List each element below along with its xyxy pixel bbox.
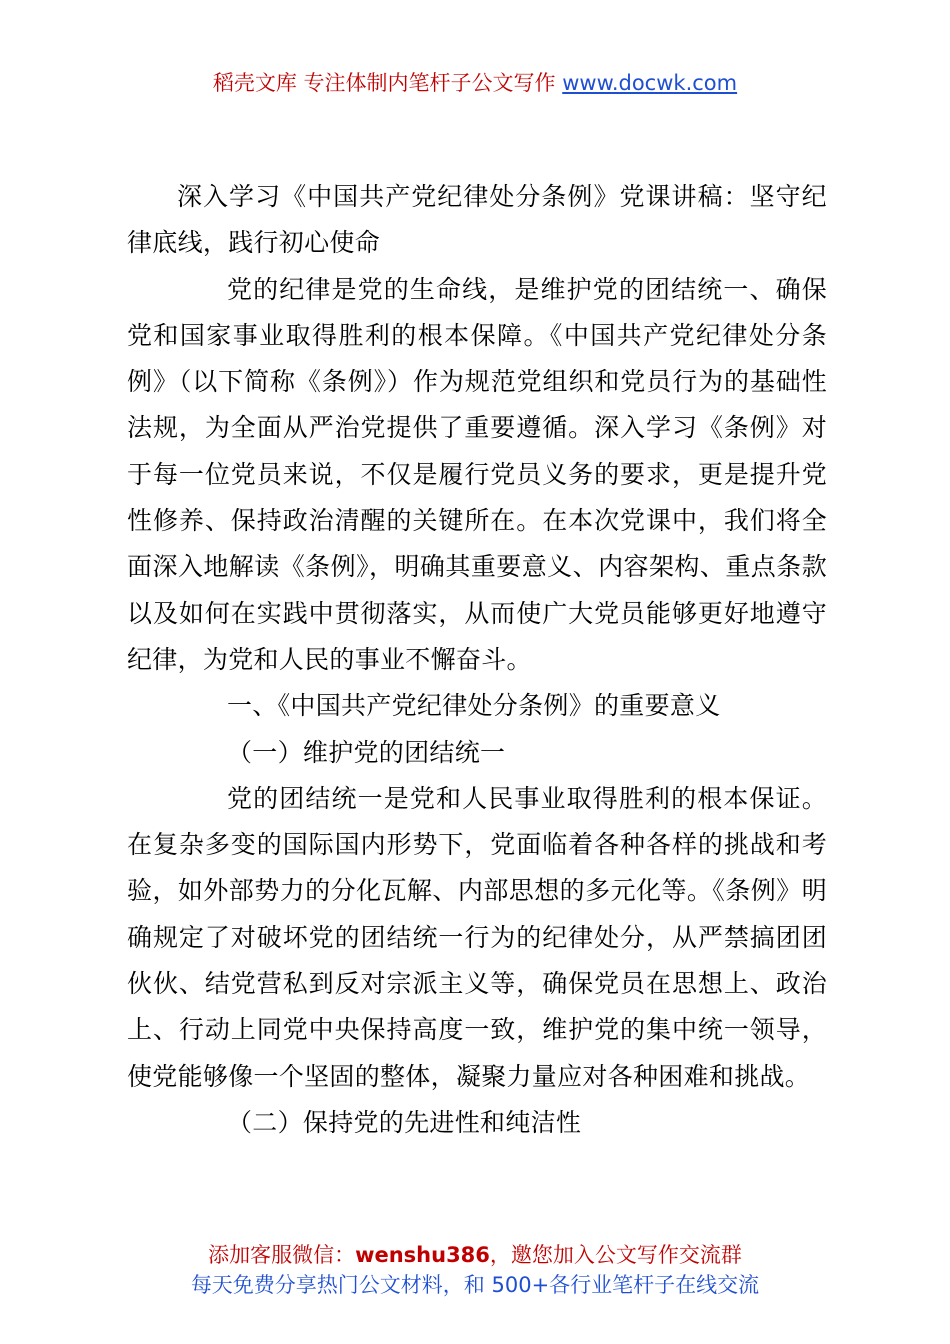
intro-paragraph: 党的纪律是党的生命线，是维护党的团结统一、确保党和国家事业取得胜利的根本保障。《中国共产党纪律处分条例》（以下简称《条例》）作为规范党组织和党员行为的基础性法规，为全面从严治党提供了重要遵循。深入学习《条例》对于每一位党员来说，不仅是履行党员义务的要求，更是提升党性修养、保持政治清醒的关键所在。在本次党课中，我们将全面深入地解读《条例》，明确其重要意义、内容架构、重点条款以及如何在实践中贯彻落实，从而使广大党员能够更好地遵守纪律，为党和人民的事业不懈奋斗。 (127, 274, 827, 674)
section1-heading: 一、《中国共产党纪律处分条例》的重要意义 (227, 691, 721, 721)
page-header (0, 68, 950, 98)
subsection2-heading: （二）保持党的先进性和纯洁性 (227, 1107, 582, 1137)
page-footer (0, 1240, 950, 1300)
header-brand-text: 稻壳文库 专注体制内笔杆子公文写作 (212, 71, 563, 95)
document-title: 深入学习《中国共产党纪律处分条例》党课讲稿：坚守纪律底线，践行初心使命 (127, 182, 827, 258)
subsection1-heading: （一）维护党的团结统一 (227, 737, 506, 767)
footer-wechat-prefix: 添加客服微信： (208, 1243, 356, 1267)
header-url-link[interactable]: www.docwk.com (562, 71, 738, 95)
subsection1-paragraph: 党的团结统一是党和人民事业取得胜利的根本保证。在复杂多变的国际国内形势下，党面临着各种各样的挑战和考验，如外部势力的分化瓦解、内部思想的多元化等。《条例》明确规定了对破坏党的团结统一行为的纪律处分，从严禁搞团团伙伙、结党营私到反对宗派主义等，确保党员在思想上、政治上、行动上同党中央保持高度一致，维护党的集中统一领导，使党能够像一个坚固的整体，凝聚力量应对各种困难和挑战。 (127, 783, 827, 1091)
footer-wechat-line (0, 1240, 950, 1270)
footer-wechat-id: wenshu386 (355, 1243, 490, 1267)
footer-wechat-suffix: ，邀您加入公文写作交流群 (489, 1243, 742, 1267)
footer-share-line: 每天免费分享热门公文材料，和 500+各行业笔杆子在线交流 (190, 1273, 760, 1297)
document-body (127, 174, 827, 1146)
